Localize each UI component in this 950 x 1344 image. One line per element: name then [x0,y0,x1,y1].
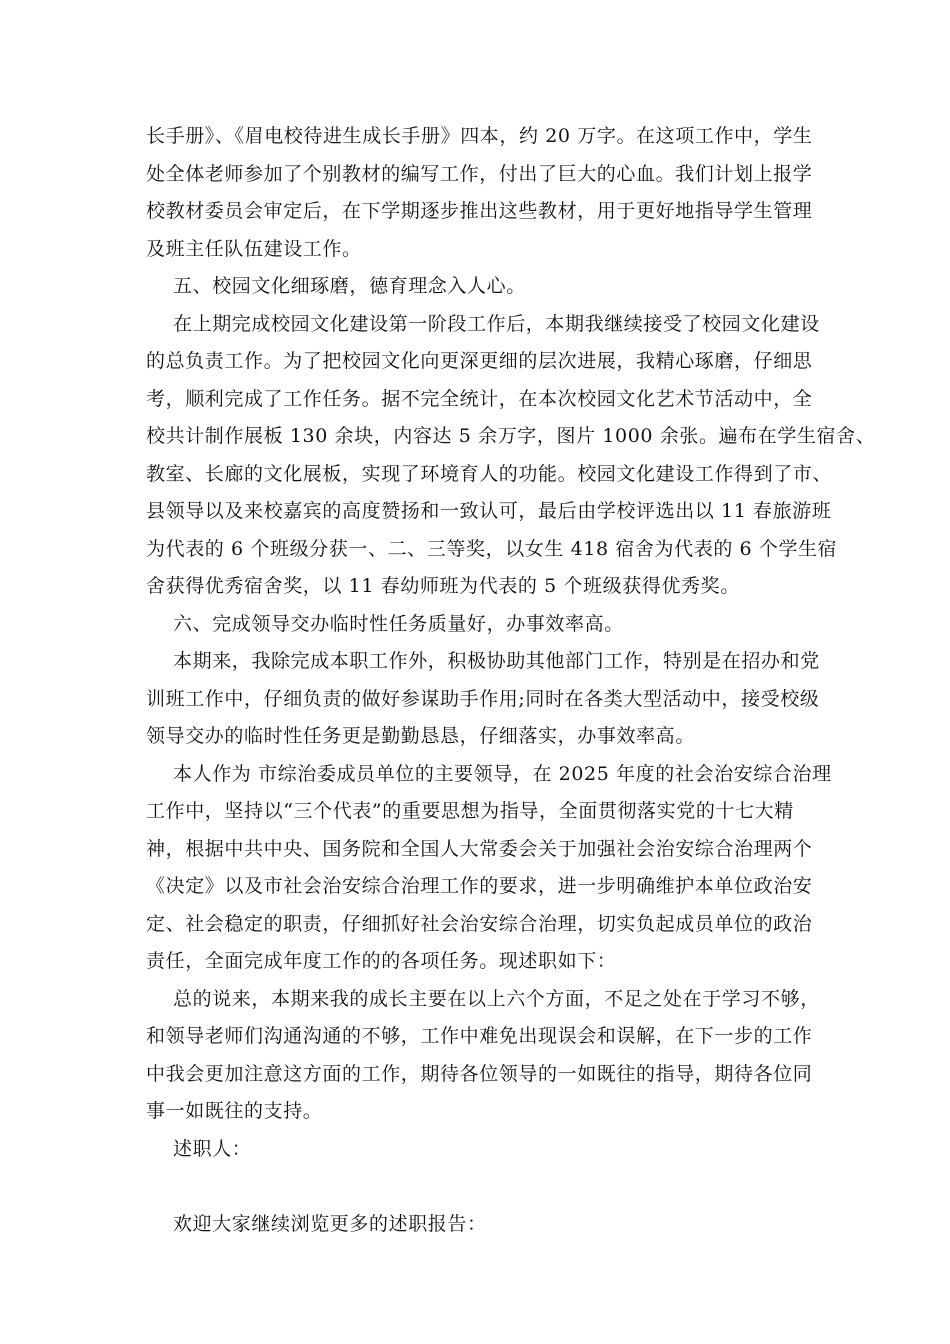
text-line: 本人作为 市综治委成员单位的主要领导，在 2025 年度的社会治安综合治理 [173,762,832,785]
text-line: 领导交办的临时性任务更是勤勤恳恳，仔细落实，办事效率高。 [146,725,695,747]
text-line: 神，根据中共中央、国务院和全国人大常委会关于加强社会治安综合治理两个 [146,837,813,860]
text-line: 《决定》以及市社会治安综合治理工作的要求，进一步明确维护本单位政治安 [146,875,813,897]
text-line: 训班工作中，仔细负责的做好参谋助手作用;同时在各类大型活动中，接受校级 [146,687,820,710]
section-heading-5: 五、校园文化细琢磨，德育理念入人心。 [173,275,526,297]
blank-line [146,1168,806,1206]
text-line: 县领导以及来校嘉宾的高度赞扬和一致认可，最后由学校评选出以 11 春旅游班 [146,500,832,522]
text-line: 定、社会稳定的职责，仔细抓好社会治安综合治理，切实负起成员单位的政治 [146,912,813,935]
text-line: 处全体老师参加了个别教材的编写工作，付出了巨大的心血。我们计划上报学 [146,162,813,185]
text-line: 长手册》、《眉电校待进生成长手册》四本，约 20 万字。在这项工作中，学生 [146,125,813,147]
text-line: 总的说来，本期来我的成长主要在以上六个方面，不足之处在于学习不够， [173,987,820,1010]
document-page [146,118,876,1243]
closing-line: 欢迎大家继续浏览更多的述职报告： [173,1212,487,1235]
text-line: 及班主任队伍建设工作。 [146,237,362,260]
text-line: 中我会更加注意这方面的工作，期待各位领导的一如既往的指导，期待各位同 [146,1062,813,1085]
section-heading-6: 六、完成领导交办临时性任务质量好，办事效率高。 [173,612,624,635]
text-line: 校教材委员会审定后，在下学期逐步推出这些教材，用于更好地指导学生管理 [146,200,813,222]
signature-label: 述职人： [173,1137,252,1160]
text-line: 教室、长廊的文化展板，实现了环境育人的功能。校园文化建设工作得到了市、 [146,462,833,485]
text-line: 为代表的 6 个班级分获一、二、三等奖，以女生 418 宿舍为代表的 6 个学生宿 [146,537,838,560]
text-line: 本期来，我除完成本职工作外，积极协助其他部门工作，特别是在招办和党 [173,650,820,672]
text-line: 和领导老师们沟通沟通的不够，工作中难免出现误会和误解，在下一步的工作 [146,1025,813,1047]
text-line: 事一如既往的支持。 [146,1100,323,1122]
text-line: 工作中，坚持以“三个代表”的重要思想为指导，全面贯彻落实党的十七大精 [146,800,794,822]
text-line: 在上期完成校园文化建设第一阶段工作后，本期我继续接受了校园文化建设 [173,312,820,335]
text-line: 的总负责工作。为了把校园文化向更深更细的层次进展，我精心琢磨，仔细思 [146,350,813,372]
text-line: 校共计制作展板 130 余块，内容达 5 余万字，图片 1000 余张。遍布在学生宿舍、 [146,425,876,447]
text-line: 责任，全面完成年度工作的的各项任务。现述职如下： [146,950,617,972]
text-line: 舍获得优秀宿舍奖，以 11 春幼师班为代表的 5 个班级获得优秀奖。 [146,575,740,597]
text-line: 考，顺利完成了工作任务。据不完全统计，在本次校园文化艺术节活动中，全 [146,387,813,410]
